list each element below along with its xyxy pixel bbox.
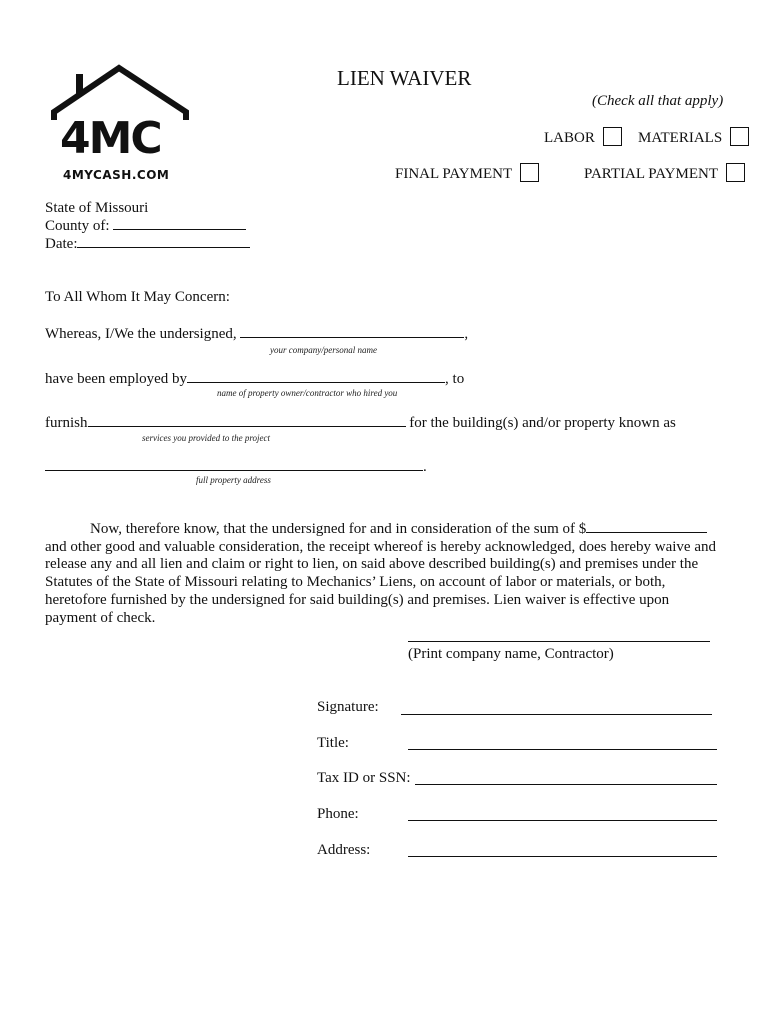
print-company-label: (Print company name, Contractor) bbox=[408, 646, 614, 662]
title-field[interactable] bbox=[408, 737, 717, 750]
body-line-3: release any and all lien and claim or right to lien, on said above described building(s) and premises under the bbox=[45, 556, 699, 572]
tax-id-label: Tax ID or SSN: bbox=[317, 770, 411, 786]
body-line-5: heretofore furnished by the undersigned for said building(s) and premises. Lien waiver is effective upon bbox=[45, 592, 670, 608]
signature-field[interactable] bbox=[401, 702, 712, 715]
company-name-field[interactable] bbox=[240, 325, 464, 338]
logo-tagline: 4MYCASH.COM bbox=[63, 168, 170, 182]
labor-option bbox=[544, 127, 622, 147]
materials-option bbox=[638, 127, 749, 147]
materials-checkbox[interactable] bbox=[730, 127, 749, 146]
furnish-text: furnish bbox=[45, 415, 88, 431]
date-label: Date: bbox=[45, 236, 78, 252]
body-text-1: Now, therefore know, that the undersigned for and in consideration of the sum of $ bbox=[90, 521, 587, 537]
employed-end: , to bbox=[445, 371, 465, 387]
property-address-line bbox=[45, 458, 427, 476]
phone-field[interactable] bbox=[408, 808, 717, 821]
signature-label: Signature: bbox=[317, 699, 379, 715]
county-label: County of: bbox=[45, 218, 110, 234]
company-logo bbox=[44, 62, 194, 187]
partial-payment-label: PARTIAL PAYMENT bbox=[584, 166, 718, 182]
property-address-field[interactable] bbox=[45, 458, 423, 471]
county-field[interactable] bbox=[113, 217, 246, 230]
whereas-line bbox=[45, 325, 468, 343]
body-line-6: payment of check. bbox=[45, 610, 156, 626]
check-note: (Check all that apply) bbox=[592, 93, 724, 109]
owner-name-hint: name of property owner/contractor who hired you bbox=[217, 388, 398, 398]
labor-checkbox[interactable] bbox=[603, 127, 622, 146]
final-payment-option bbox=[395, 163, 539, 183]
body-line-2: and other good and valuable consideration, the receipt whereof is hereby acknowledged, does hereby waive and bbox=[45, 539, 716, 555]
owner-name-field[interactable] bbox=[187, 370, 445, 383]
employed-line bbox=[45, 370, 464, 388]
services-field[interactable] bbox=[88, 414, 406, 427]
phone-label: Phone: bbox=[317, 806, 359, 822]
property-address-hint: full property address bbox=[196, 475, 271, 485]
title-label: Title: bbox=[317, 735, 349, 751]
furnish-line bbox=[45, 414, 676, 432]
whereas-text: Whereas, I/We the undersigned, bbox=[45, 326, 237, 342]
address-field[interactable] bbox=[408, 844, 717, 857]
services-hint: services you provided to the project bbox=[142, 433, 271, 443]
logo-mark: 4MC bbox=[60, 113, 161, 164]
partial-payment-checkbox[interactable] bbox=[726, 163, 745, 182]
date-field[interactable] bbox=[77, 235, 250, 248]
address-label: Address: bbox=[317, 842, 371, 858]
final-payment-checkbox[interactable] bbox=[520, 163, 539, 182]
materials-label: MATERIALS bbox=[638, 130, 723, 146]
furnish-end: for the building(s) and/or property known as bbox=[409, 415, 676, 431]
labor-label: LABOR bbox=[544, 130, 595, 146]
company-name-hint: your company/personal name bbox=[270, 345, 377, 355]
body-line-1 bbox=[90, 520, 707, 538]
sum-field[interactable] bbox=[586, 520, 707, 533]
whereas-end: , bbox=[464, 326, 469, 342]
document-title: LIEN WAIVER bbox=[337, 66, 472, 90]
body-line-4: Statutes of the State of Missouri relating to Mechanics’ Liens, on account of labor or materials, or both, bbox=[45, 574, 666, 590]
state-line: State of Missouri bbox=[45, 200, 149, 216]
salutation: To All Whom It May Concern: bbox=[45, 289, 230, 305]
county-line bbox=[45, 217, 246, 235]
print-company-field[interactable] bbox=[408, 629, 710, 642]
tax-id-field[interactable] bbox=[415, 772, 717, 785]
final-payment-label: FINAL PAYMENT bbox=[395, 166, 513, 182]
partial-payment-option bbox=[584, 163, 745, 183]
employed-text: have been employed by bbox=[45, 371, 188, 387]
property-address-end: . bbox=[423, 459, 427, 475]
date-line bbox=[45, 235, 250, 253]
